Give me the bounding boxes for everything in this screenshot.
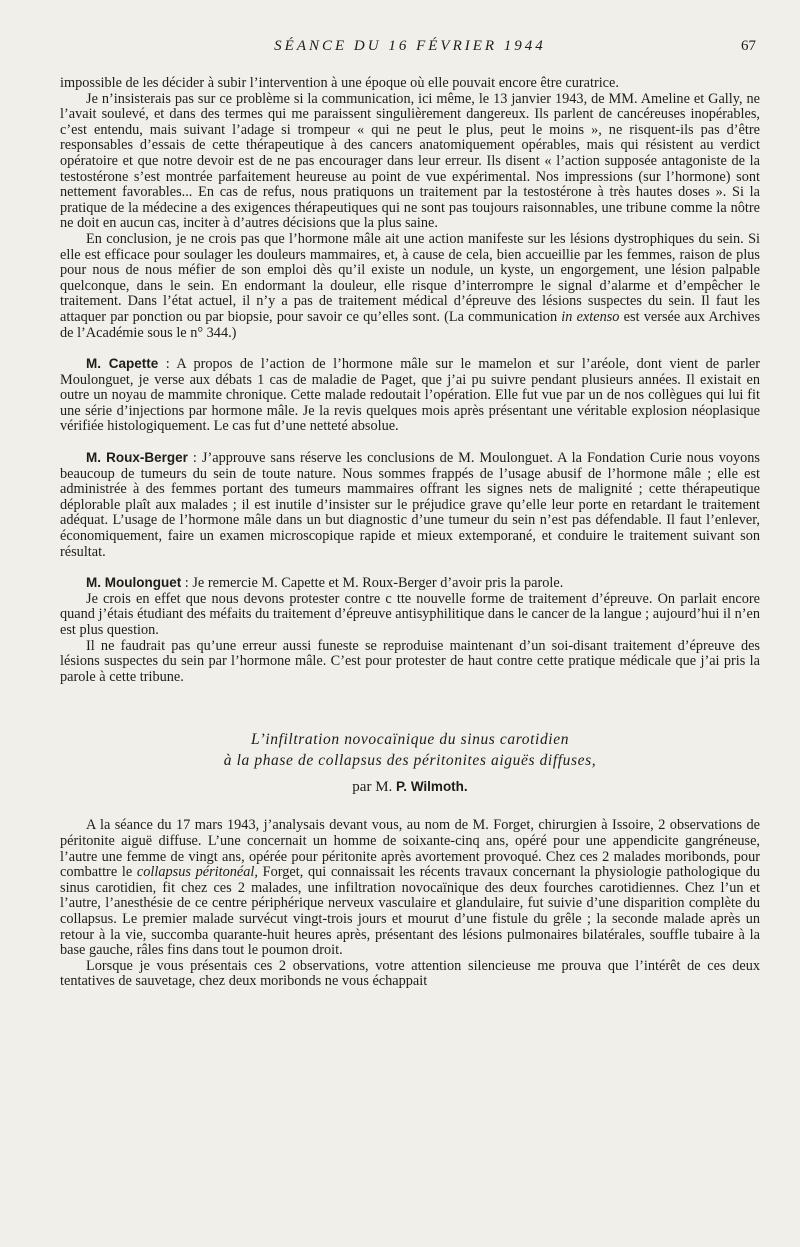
speech-text: : J’approuve sans réserve les conclusions de M. Moulonguet. A la Fondation Curie nous voyons beaucoup de tumeurs du sein de toute nature. Nous sommes frappés de l’usage abusif de l’hormone mâle ; elle est administrée à des femmes portant des tumeurs mammaires offrant les signes nets de malignité ; cette thérapeutique déplorable plaît aux malades ; il est inutile d’insister sur le préjudice grave qu’elle leur porte en retardant le traitement adéquat. L’usage de l’hormone mâle dans un but diagnostic d’une tumeur du sein n’est pas défendable. Il faut l’enlever, économiquement, faire un examen microscopique rapide et mieux extemporané, et conduire le traitement suivant son résultat.: [60, 450, 760, 560]
article-byline: [60, 779, 760, 796]
paragraph-text: Forget, qui connaissait les récents travaux concernant la physiologie pathologique du sinus carotidien, fit chez ces 2 malades, une infiltration novocaïnique des deux fourches carotidiennes. Chez l’un et l’autre, l’anesthésie de ce centre périphérique nerveux vasculaire et glandulaire, fut suivie d’une disparition complète du collapsus. Le premier malade survécut vingt-trois jours et mourut d’une fistule du grêle ; la seconde malade après un retour à la vie, succomba quarante-huit heures après, présentant des lésions pulmonaires bilatérales, souffle tubaire à la base gauche, râles fins dans tout le poumon droit.: [60, 864, 760, 959]
speaker-name: M. Moulonguet: [86, 575, 182, 591]
article-title-line: à la phase de collapsus des péritonites aiguës diffuses,: [223, 752, 597, 770]
paragraph: impossible de les décider à subir l’intervention à une époque où elle pouvait encore être curatrice.: [60, 75, 619, 91]
article-body: [60, 818, 760, 990]
in-extenso-term: in extenso: [561, 308, 620, 325]
paragraph: [60, 818, 760, 958]
paragraph: Lorsque je vous présentais ces 2 observations, votre attention silencieuse me prouva que l’intérêt de ces deux tentatives de sauvetage, chez deux moribonds ne vous échappait: [60, 957, 760, 990]
paragraph: [60, 232, 760, 341]
speaker-name: M. Capette: [86, 356, 159, 372]
emphasis-term: collapsus péritonéal,: [136, 864, 258, 881]
paragraph-text: A la séance du 17 mars 1943, j’analysais devant vous, au nom de M. Forget, chirurgien à Issoire, 2 observations de péritonite aiguë diffuse. L’une concernait un homme de soixante-cinq ans, opéré pour une appendicite gangréneuse, l’autre une femme de vingt ans, opérée pour péritonite après avortement provoqué. Chez ces 2 malades moribonds, pour combattre le: [60, 817, 760, 881]
speech-continuation: Je crois en effet que nous devons protester contre c tte nouvelle forme de traitement d’épreuve. On parlait encore quand j’étais étudiant des méfaits du traitement d’épreuve antisyphilitique dans le cancer de la langue ; aujourd’hui il n’en est plus question.: [60, 590, 760, 638]
page-header: [60, 38, 760, 60]
speech-text: : A propos de l’action de l’hormone mâle sur le mamelon et sur l’aréole, dont vient de parler Moulonguet, je verse aux débats 1 cas de maladie de Paget, que j’ai pu suivre pendant plusieurs années. Il existait en outre un noyau de mammite chronique. Cette malade redoutait l’opération. Elle fut vue par un de nos collègues qui lui fit une série d’injections par hormone mâle. Je la revis quelques mois après présentant une véritable explosion néoplasique vérifiée histologiquement. Le cas fut d’une netteté absolue.: [60, 356, 760, 435]
author-name: P. Wilmoth.: [396, 779, 468, 795]
speech-continuation: Il ne faudrait pas qu’une erreur aussi funeste se reproduise maintenant d’un soi-disant traitement d’épreuve des lésions suspectes du sein par l’hormone mâle. C’est pour protester de haut contre cette pratique médicale que j’ai pris la parole à cette tribune.: [60, 637, 760, 685]
running-title: SÉANCE DU 16 FÉVRIER 1944: [274, 38, 546, 54]
paragraph: Je n’insisterais pas sur ce problème si la communication, ici même, le 13 janvier 1943, de MM. Ameline et Gally, ne l’avait soulevé, et dans des termes qui me paraissent singulièrement dangereux. Ils parlent de cancéreuses inopérables, c’est entendu, mais suivant l’adage si trompeur « qui ne peut le plus, peut le moins », ne risquent-ils pas d’être responsables d’essais de cette thérapeutique à des cancers anatomiquement opérables, mais qui résistent au verdict opératoire et que notre devoir est de ne pas encourager dans leur erreur. Ils disent « l’action supposée antagoniste de la testostérone s’est montrée parfaitement heureuse au point de vue expérimental. Nos impressions (sur l’hormone) sont nettement favorables... En cas de refus, nous pratiquons un traitement par la testostérone à très hautes doses ». Si la pratique de la médecine a des exigences thérapeutiques qui ne sont pas toujours raisonnables, une tribune comme la nôtre ne doit en aucun cas, inciter à d’autres décisions que la plus saine.: [60, 90, 760, 232]
page-number: 67: [741, 38, 756, 54]
speech-text: : Je remercie M. Capette et M. Roux-Berger d’avoir pris la parole.: [181, 575, 564, 592]
speech-capette: [60, 356, 760, 435]
paragraph-text: En conclusion, je ne crois pas que l’hormone mâle ait une action manifeste sur les lésions dystrophiques du sein. Si elle est efficace pour soulager les douleurs mammaires, et, à cause de cela, bien accueillie par les femmes, raison de plus pour nous de nous méfier de son emploi dès qu’il existe un nodule, un kyste, un engorgement, une lésion palpable quelconque, dans le sein. En endormant la douleur, elle risque d’interrompre le signal d’alarme et d’empêcher le traitement. Dans l’état actuel, il n’y a pas de traitement médical d’épreuve des lésions suspectes du sein. Il faut les attaquer par ponction ou par biopsie, pour savoir ce qu’elles sont. (La communication: [60, 230, 760, 325]
byline-prefix: par M.: [352, 779, 393, 796]
speaker-name: M. Roux-Berger: [86, 450, 188, 466]
speech-moulonguet: [60, 575, 760, 592]
article-title-line: L’infiltration novocaïnique du sinus carotidien: [250, 731, 570, 749]
paragraph-text: est versée aux Archives de l’Académie sous le n° 344.): [60, 308, 761, 341]
speech-roux-berger: [60, 450, 760, 560]
page-body: [60, 76, 760, 990]
article-title: [60, 729, 760, 771]
